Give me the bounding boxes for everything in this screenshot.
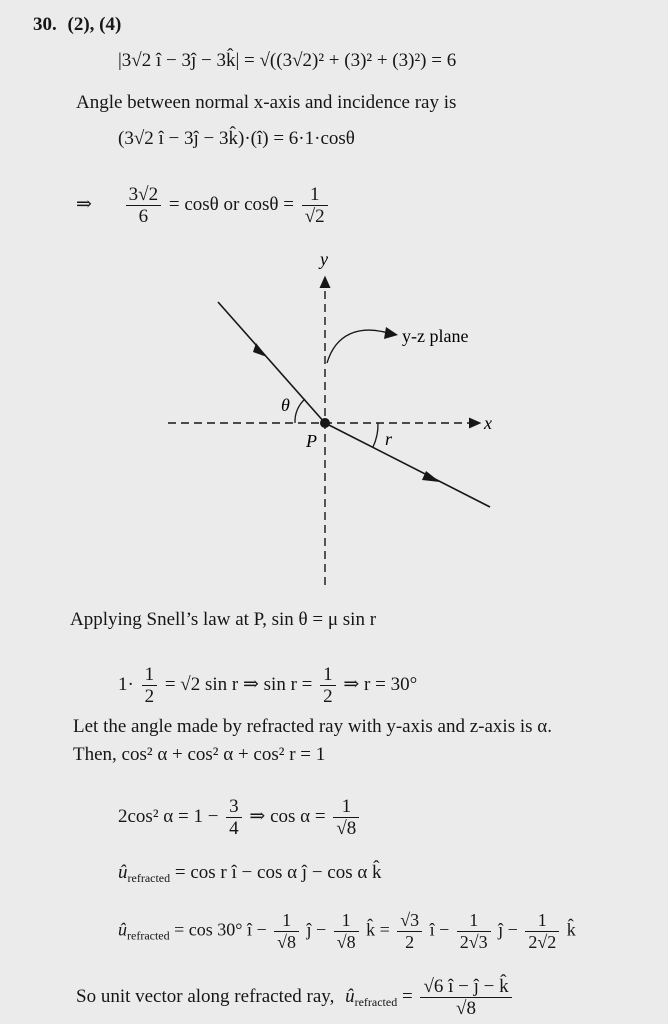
u-subscript: refracted <box>127 871 171 885</box>
problem-answers: (2), (4) <box>67 14 122 35</box>
fraction-denominator: √2 <box>304 206 325 227</box>
problem-header <box>33 14 121 36</box>
plane-pointer-arrow <box>327 330 388 363</box>
fraction <box>457 910 491 953</box>
r-label: r <box>385 429 393 449</box>
fraction <box>397 910 422 953</box>
fraction <box>320 664 336 707</box>
snell-calc-b: = √2 sin r ⇒ sin r = <box>164 673 313 695</box>
magnitude-equation: |3√2 î − 3ĵ − 3k̂| = √((3√2)² + (3)² + (3)²) = 6 <box>118 50 457 71</box>
u-symbol: û <box>118 919 127 940</box>
fraction-denominator: 2 <box>405 932 415 952</box>
u-subscript: refracted <box>127 928 170 943</box>
fraction-numerator: 1 <box>302 184 328 206</box>
u-refracted-definition <box>118 862 382 889</box>
u-refracted-value <box>118 910 576 953</box>
fraction-denominator: 2√2 <box>528 932 557 952</box>
u-val-j2: ĵ − <box>498 919 518 940</box>
fraction-numerator: 3 <box>226 796 242 818</box>
cos-mid-text: = cosθ or cosθ = <box>168 193 294 215</box>
fraction <box>274 910 299 953</box>
fraction-denominator: √8 <box>336 932 356 952</box>
cos-alpha-a: 2cos² α = 1 − <box>118 805 219 827</box>
refraction-diagram <box>150 245 510 600</box>
fraction-numerator: 1 <box>457 910 491 932</box>
fraction <box>142 664 158 707</box>
alpha-intro-text: Let the angle made by refracted ray with y-axis and z-axis is α. <box>73 716 552 737</box>
cos-theta-equation <box>76 184 331 227</box>
dot-product-equation: (3√2 î − 3ĵ − 3k̂)·(î) = 6·1·cosθ <box>118 128 355 149</box>
fraction-numerator: √6 î − ĵ − k̂ <box>420 976 511 998</box>
u-subscript: refracted <box>354 994 398 1009</box>
final-text: So unit vector along refracted ray, <box>76 985 335 1007</box>
cos-alpha-b: ⇒ cos α = <box>249 805 326 827</box>
snell-calc-c: ⇒ r = 30° <box>343 673 418 695</box>
u-val-a: = cos 30° î − <box>174 919 267 940</box>
fraction-denominator: 2 <box>144 686 155 707</box>
refracted-ray <box>325 423 490 507</box>
fraction-denominator: 4 <box>229 818 239 839</box>
fraction-denominator: 2√3 <box>459 932 488 952</box>
fraction-denominator: 2 <box>323 686 333 707</box>
angle-intro-text: Angle between normal x-axis and incidence ray is <box>76 92 457 113</box>
snell-law-text: Applying Snell’s law at P, sin θ = μ sin r <box>70 609 377 630</box>
fraction-numerator: 1 <box>274 910 299 932</box>
u-val-k2: k̂ <box>566 919 576 940</box>
fraction-numerator: √3 <box>397 910 422 932</box>
alpha-cos-sum: Then, cos² α + cos² α + cos² r = 1 <box>73 744 326 765</box>
fraction-numerator: 1 <box>525 910 559 932</box>
fraction <box>226 796 242 839</box>
plane-label: y-z plane <box>402 326 469 346</box>
plane-pointer-arrowhead <box>384 327 398 339</box>
u-val-i2: î − <box>429 919 450 940</box>
snell-calculation <box>118 664 417 707</box>
fraction-denominator: √8 <box>277 932 297 952</box>
final-equals: = <box>401 985 413 1007</box>
theta-label: θ <box>281 395 290 415</box>
snell-calc-a: 1· <box>118 673 134 695</box>
fraction-denominator: 6 <box>138 206 149 227</box>
fraction-numerator: 3√2 <box>126 184 161 206</box>
fraction <box>126 184 161 227</box>
x-axis-label: x <box>484 413 492 433</box>
fraction-numerator: 1 <box>320 664 336 686</box>
u-val-k: k̂ = <box>366 919 390 940</box>
point-p-dot <box>320 418 330 428</box>
problem-number: 30. <box>33 14 57 35</box>
fraction-numerator: 1 <box>333 796 359 818</box>
u-val-j: ĵ − <box>306 919 327 940</box>
fraction-numerator: 1 <box>334 910 359 932</box>
fraction-numerator: 1 <box>142 664 158 686</box>
r-arc <box>373 423 378 447</box>
fraction <box>334 910 359 953</box>
fraction <box>525 910 559 953</box>
incident-ray <box>218 302 325 423</box>
fraction-denominator: √8 <box>456 998 476 1019</box>
u-symbol: û <box>118 862 128 883</box>
cos-alpha-equation <box>118 796 362 839</box>
fraction-denominator: √8 <box>336 818 357 839</box>
point-p-label: P <box>306 431 317 451</box>
y-axis-label: y <box>320 249 328 269</box>
u-symbol: û <box>345 985 355 1007</box>
u-def-rhs: = cos r î − cos α ĵ − cos α k̂ <box>174 862 382 883</box>
theta-arc <box>295 399 305 423</box>
final-unit-vector <box>76 976 515 1019</box>
fraction <box>302 184 328 227</box>
implies-symbol: ⇒ <box>76 193 92 215</box>
fraction <box>420 976 511 1019</box>
fraction <box>333 796 359 839</box>
refracted-ray-arrow <box>422 471 440 482</box>
